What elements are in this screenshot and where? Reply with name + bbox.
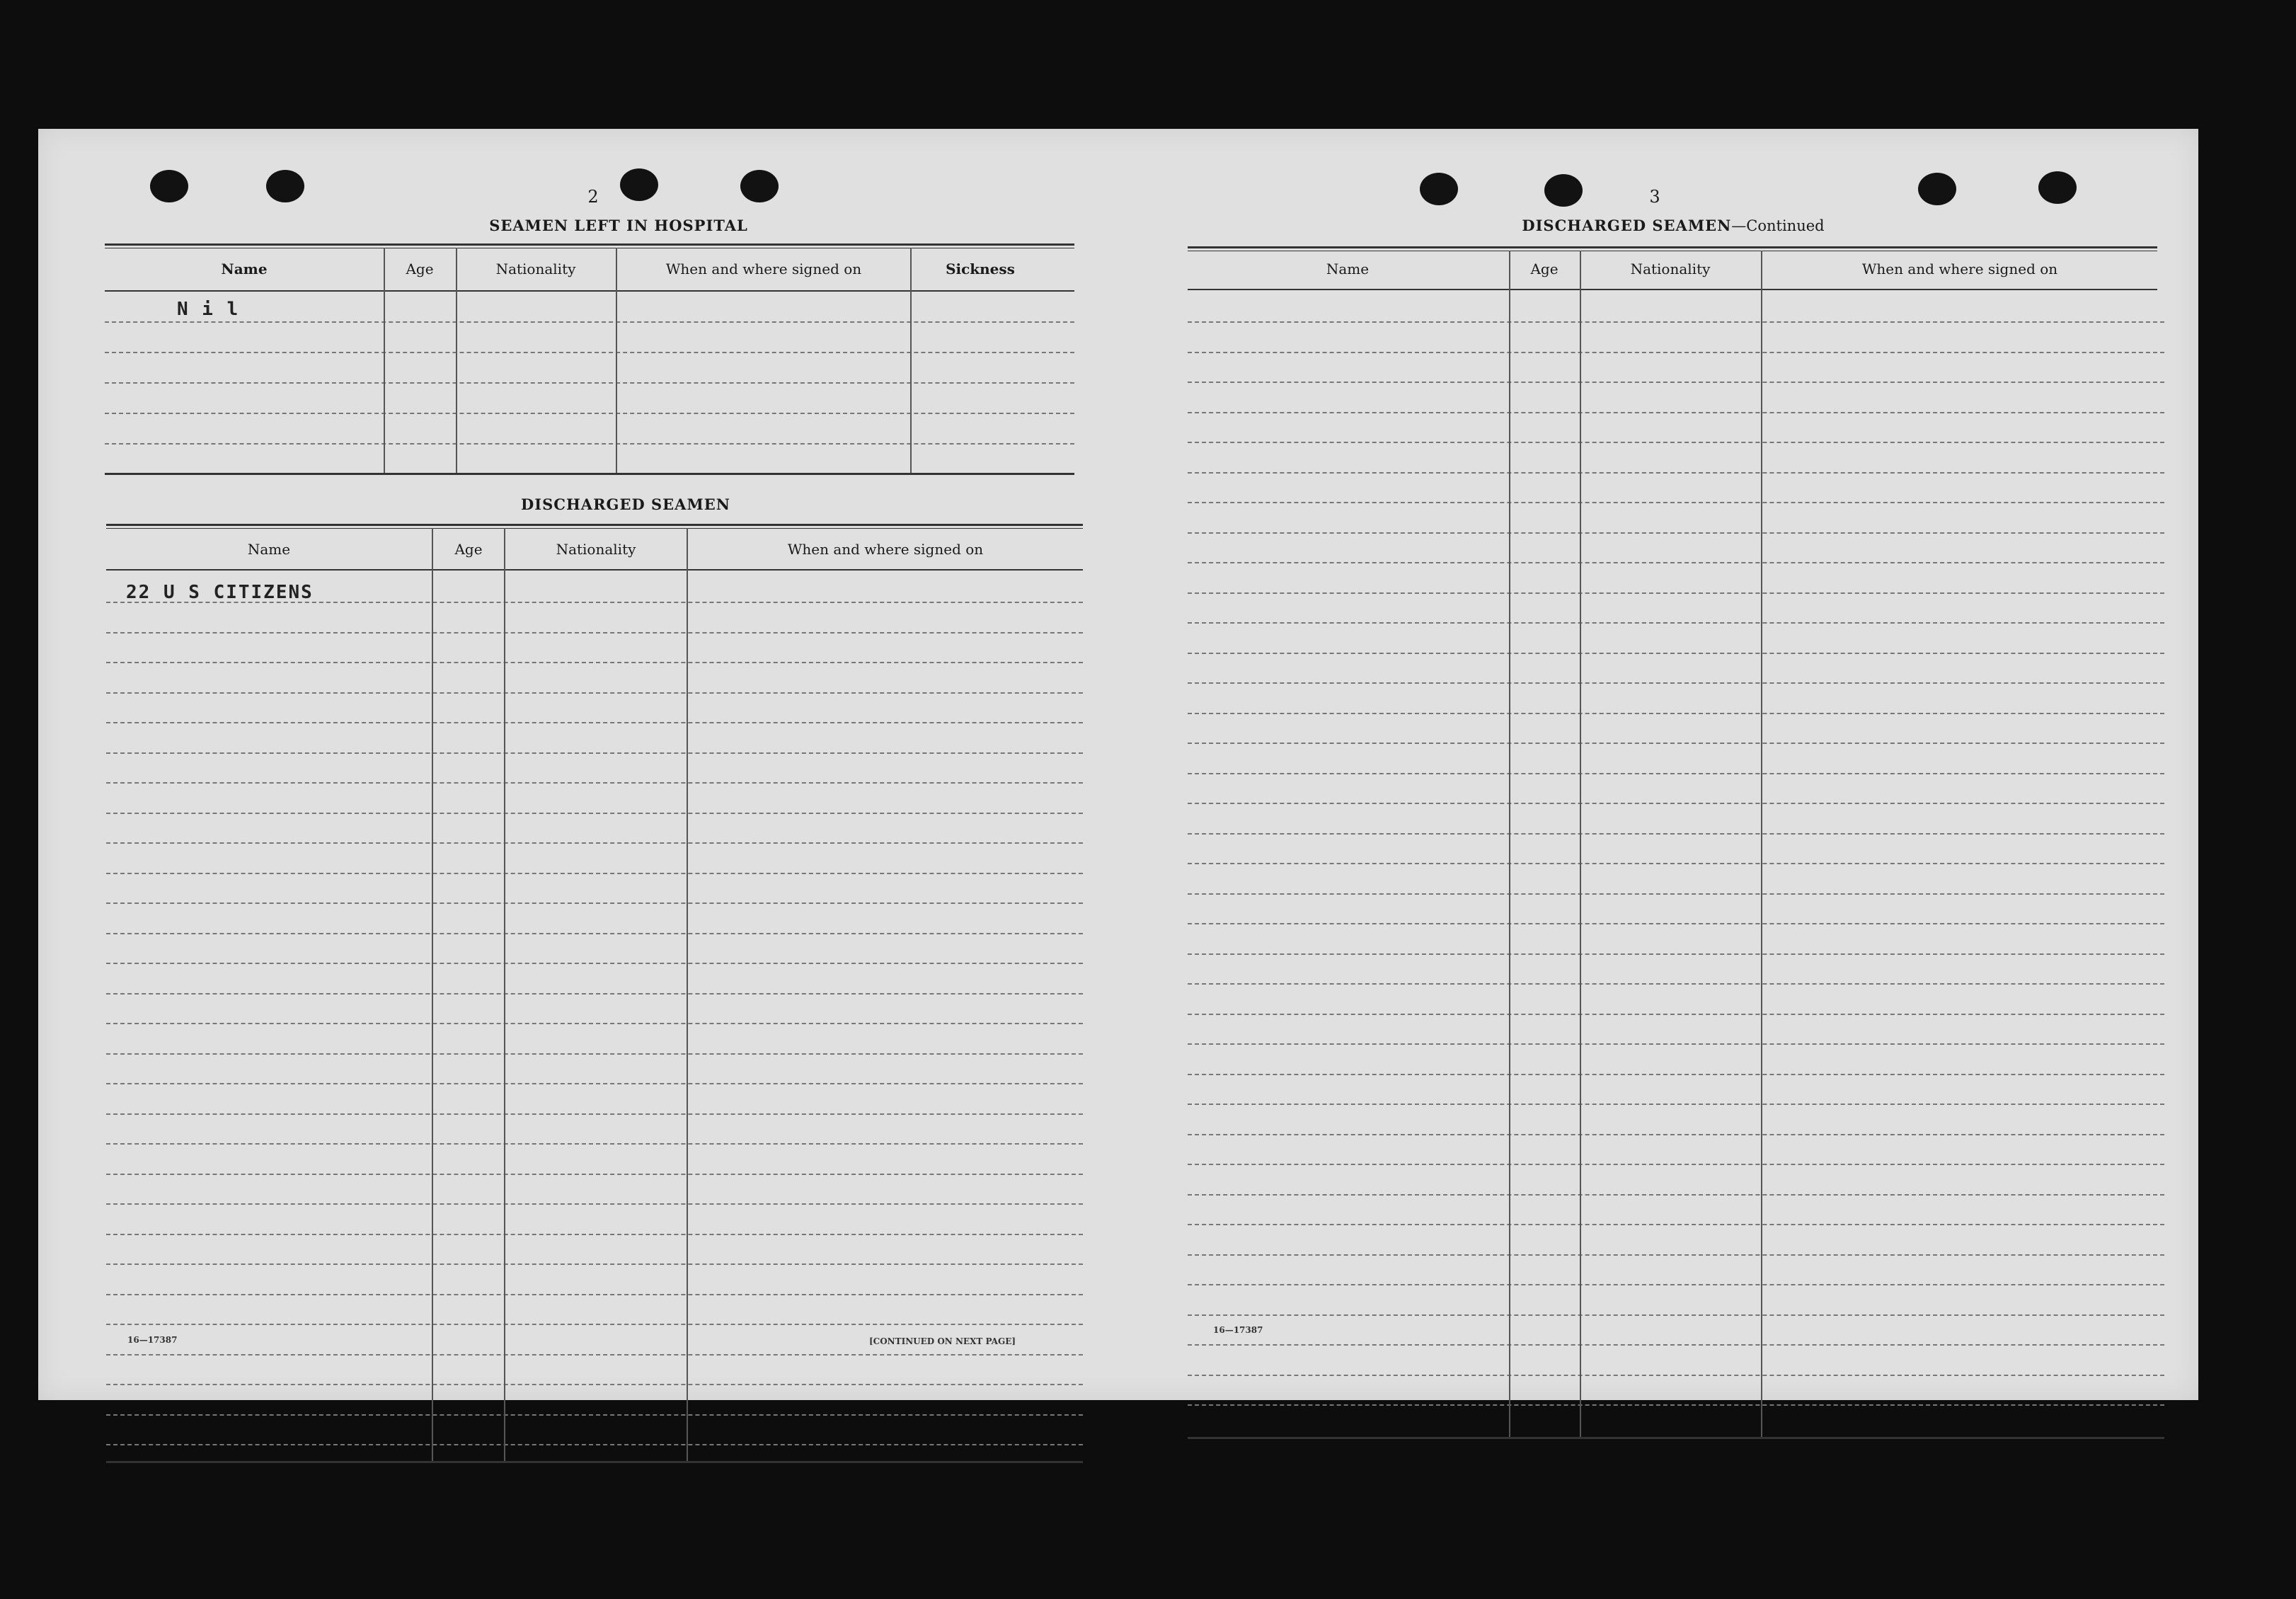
ruled-line [106,1053,1083,1055]
ruled-line [1188,833,2164,835]
ruled-line [1188,803,2164,804]
ruled-line [106,1083,1083,1084]
punch-hole [1918,173,1956,205]
ruled-line [1188,983,2164,985]
discharged-col-nationality: Nationality [556,541,636,558]
ruled-line [1188,1254,2164,1256]
ruled-line [1188,382,2164,383]
ruled-line [105,352,1074,353]
discharged-col-divider [432,528,433,1461]
ruled-line [1188,773,2164,774]
right-title-suffix: —Continued [1731,217,1825,234]
ruled-line [106,1174,1083,1175]
discharged-bottom-rule [106,1461,1083,1463]
ruled-line [106,1414,1083,1416]
ruled-line [1188,592,2164,594]
ruled-line [1188,1074,2164,1075]
ruled-line [106,1354,1083,1356]
right-title-main: DISCHARGED SEAMEN [1522,217,1732,234]
hospital-section-title: SEAMEN LEFT IN HOSPITAL [489,217,748,234]
ruled-line [1188,352,2164,353]
hospital-bottom-rule [105,473,1074,475]
document-sheet [38,129,2198,1400]
ruled-line [106,1234,1083,1235]
hospital-header-rule [105,290,1074,292]
hospital-top-rule [105,243,1074,248]
ruled-line [1188,1375,2164,1376]
ruled-line [106,662,1083,663]
punch-hole [740,170,779,202]
ruled-line [1188,1404,2164,1406]
hospital-col-name: Name [221,260,268,277]
ruled-line [106,752,1083,754]
ruled-line [106,873,1083,874]
hospital-col-divider [384,248,385,473]
ruled-line [1188,532,2164,534]
ruled-line [1188,953,2164,955]
ruled-line [1188,622,2164,624]
hospital-col-age: Age [406,260,434,277]
hospital-col-nationality: Nationality [495,260,576,277]
punch-hole [150,170,188,202]
ruled-line [106,1113,1083,1115]
ruled-line [106,1263,1083,1265]
ruled-line [1188,1104,2164,1105]
right-col-divider [1580,251,1581,1437]
discharged-col-name: Name [247,541,291,558]
hospital-col-divider [910,248,912,473]
ruled-line [106,902,1083,904]
punch-hole [1544,174,1583,207]
right-col-nationality: Nationality [1630,260,1711,277]
ruled-line [1188,1224,2164,1225]
continued-note: [CONTINUED ON NEXT PAGE] [869,1336,1016,1346]
ruled-line [106,963,1083,964]
ruled-line [106,1324,1083,1325]
form-number-left: 16—17387 [127,1335,178,1345]
discharged-entry: 22 U S CITIZENS [126,582,314,603]
hospital-entry: N i l [177,299,240,320]
page-number-left: 2 [587,187,599,207]
ruled-line [1188,442,2164,443]
ruled-line [106,993,1083,995]
ruled-line [106,722,1083,723]
ruled-line [106,933,1083,934]
ruled-line [106,692,1083,694]
ruled-line [1188,1164,2164,1165]
ruled-line [106,632,1083,634]
right-col-age: Age [1530,260,1559,277]
discharged-header-rule [106,569,1083,571]
ruled-line [106,1203,1083,1205]
ruled-line [1188,1344,2164,1346]
right-bottom-rule [1188,1437,2164,1439]
ruled-line [105,413,1074,414]
right-col-when-where: When and where signed on [1861,260,2058,277]
right-section-title [1319,217,2027,234]
right-header-rule [1188,289,2157,290]
hospital-col-sickness: Sickness [946,260,1015,277]
form-number-right: 16—17387 [1213,1325,1263,1335]
punch-hole [1420,173,1458,205]
hospital-col-divider [456,248,457,473]
right-col-name: Name [1326,260,1370,277]
ruled-line [106,1444,1083,1445]
ruled-line [1188,1043,2164,1045]
punch-hole [2038,171,2077,204]
ruled-line [1188,502,2164,503]
punch-hole [266,170,304,202]
ruled-line [1188,923,2164,924]
discharged-col-when-where: When and where signed on [787,541,984,558]
ruled-line [1188,472,2164,474]
right-col-divider [1509,251,1510,1437]
ruled-line [1188,863,2164,864]
ruled-line [106,782,1083,784]
ruled-line [1188,713,2164,714]
ruled-line [1188,1314,2164,1316]
ruled-line [106,1023,1083,1024]
right-col-divider [1761,251,1762,1437]
page-number-right: 3 [1649,187,1660,207]
ruled-line [106,1143,1083,1145]
ruled-line [106,813,1083,814]
discharged-top-rule [106,524,1083,529]
ruled-line [1188,1284,2164,1285]
ruled-line [1188,1134,2164,1135]
ruled-line [105,382,1074,384]
right-top-rule [1188,246,2157,251]
ruled-line [106,1294,1083,1295]
ruled-line [1188,1014,2164,1015]
ruled-line [1188,412,2164,413]
hospital-col-when-where: When and where signed on [665,260,862,277]
ruled-line [1188,743,2164,744]
discharged-col-age: Age [454,541,483,558]
punch-hole [620,168,658,201]
discharged-col-divider [504,528,505,1461]
ruled-line [106,1384,1083,1385]
discharged-col-divider [687,528,688,1461]
ruled-line [1188,321,2164,323]
ruled-line [1188,562,2164,563]
hospital-col-divider [616,248,617,473]
discharged-section-title: DISCHARGED SEAMEN [521,495,730,513]
ruled-line [105,443,1074,445]
ruled-line [106,842,1083,844]
ruled-line [1188,682,2164,684]
ruled-line [1188,893,2164,895]
ruled-line [1188,653,2164,654]
ruled-line [105,321,1074,323]
ruled-line [1188,1194,2164,1196]
